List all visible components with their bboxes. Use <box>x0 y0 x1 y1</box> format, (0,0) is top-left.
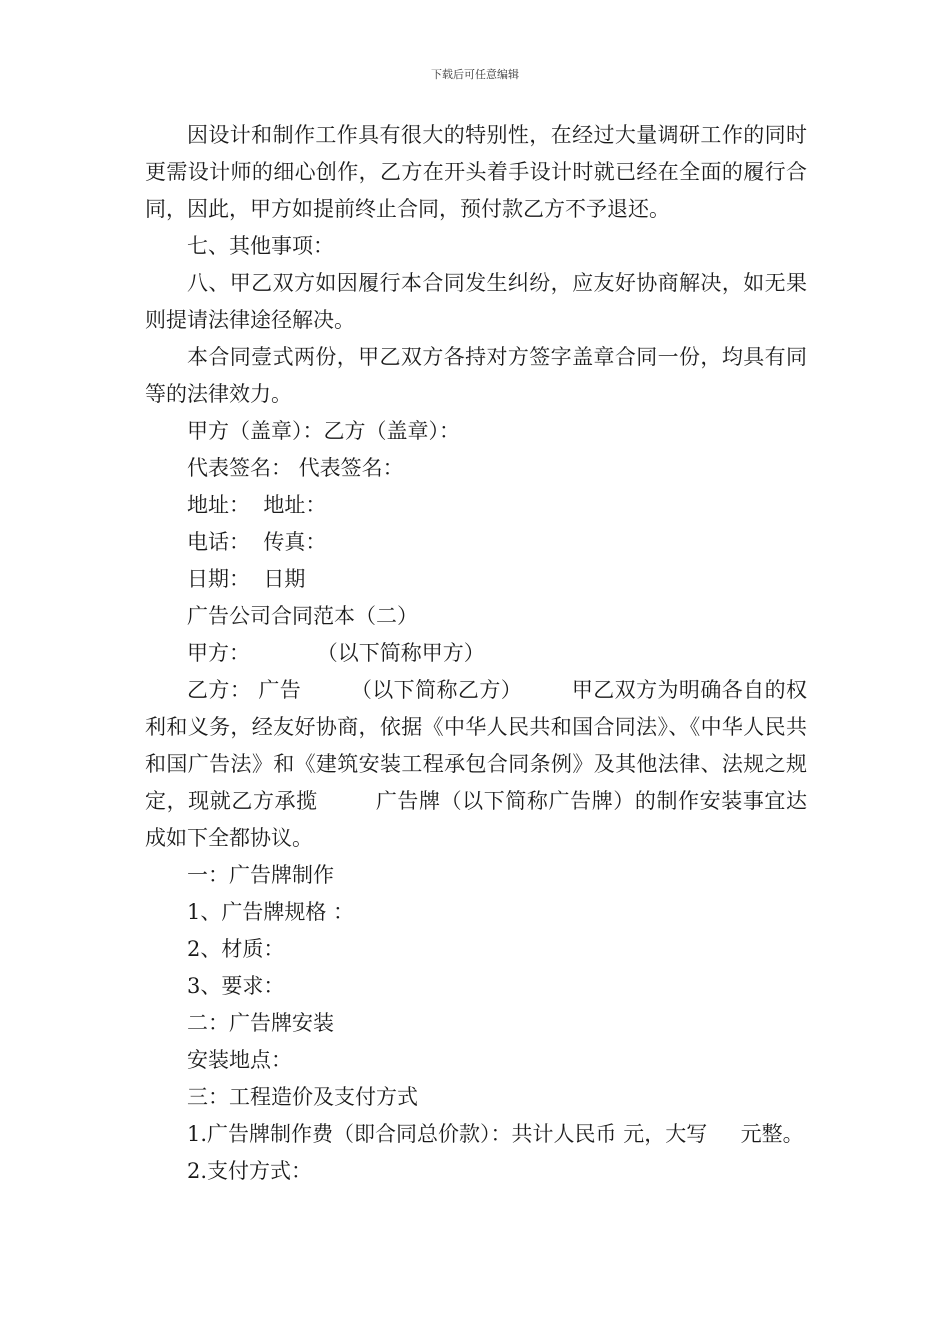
paragraph-party-b-intro: 乙方： 广告 （以下简称乙方） 甲乙双方为明确各自的权利和义务，经友好协商，依据《中华人民共和国合同法》、《中华人民共和国广告法》和《建筑安装工程承包合同条例》及其他法律、法规之规定，现就乙方承揽 广告牌（以下简称广告牌）的制作安装事宜达成如下全都协议。 <box>145 678 807 850</box>
paragraph-address-line: 地址： 地址： <box>187 493 327 517</box>
paragraph-seal-line: 甲方（盖章）：乙方（盖章）： <box>187 419 460 443</box>
paragraph-material: 2、材质： <box>187 937 285 961</box>
paragraph-prepayment-clause: 因设计和制作工作具有很大的特别性，在经过大量调研工作的同时更需设计师的细心创作，乙方在开头着手设计时就已经在全面的履行合同，因此，甲方如提前终止合同，预付款乙方不予退还。 <box>145 123 807 221</box>
paragraph-section-7: 七、其他事项： <box>187 234 334 258</box>
paragraph-part-3: 三：工程造价及支付方式 <box>187 1085 418 1109</box>
page-header: 下载后可任意编辑 <box>431 68 519 81</box>
paragraph-part-1: 一：广告牌制作 <box>187 863 334 887</box>
document-body <box>145 117 807 1190</box>
paragraph-contract-title: 广告公司合同范本（二） <box>187 604 418 628</box>
paragraph-spec: 1、广告牌规格 ： <box>187 900 355 924</box>
paragraph-phone-line: 电话： 传真： <box>187 530 327 554</box>
paragraph-part-2: 二：广告牌安装 <box>187 1011 334 1035</box>
paragraph-fee: 1.广告牌制作费（即合同总价款）：共计人民币 元，大写 元整。 <box>187 1122 804 1146</box>
paragraph-section-8: 八、甲乙双方如因履行本合同发生纠纷，应友好协商解决，如无果则提请法律途径解决。 <box>145 271 807 332</box>
paragraph-copies: 本合同壹式两份，甲乙双方各持对方签字盖章合同一份，均具有同等的法律效力。 <box>145 345 807 406</box>
paragraph-date-line: 日期： 日期 <box>187 567 306 591</box>
paragraph-install-location: 安装地点： <box>187 1048 292 1072</box>
paragraph-signature-line: 代表签名： 代表签名： <box>187 456 404 480</box>
paragraph-payment-method: 2.支付方式： <box>187 1159 313 1183</box>
paragraph-party-a: 甲方： （以下简称甲方） <box>187 641 485 665</box>
paragraph-requirements: 3、要求： <box>187 974 285 998</box>
